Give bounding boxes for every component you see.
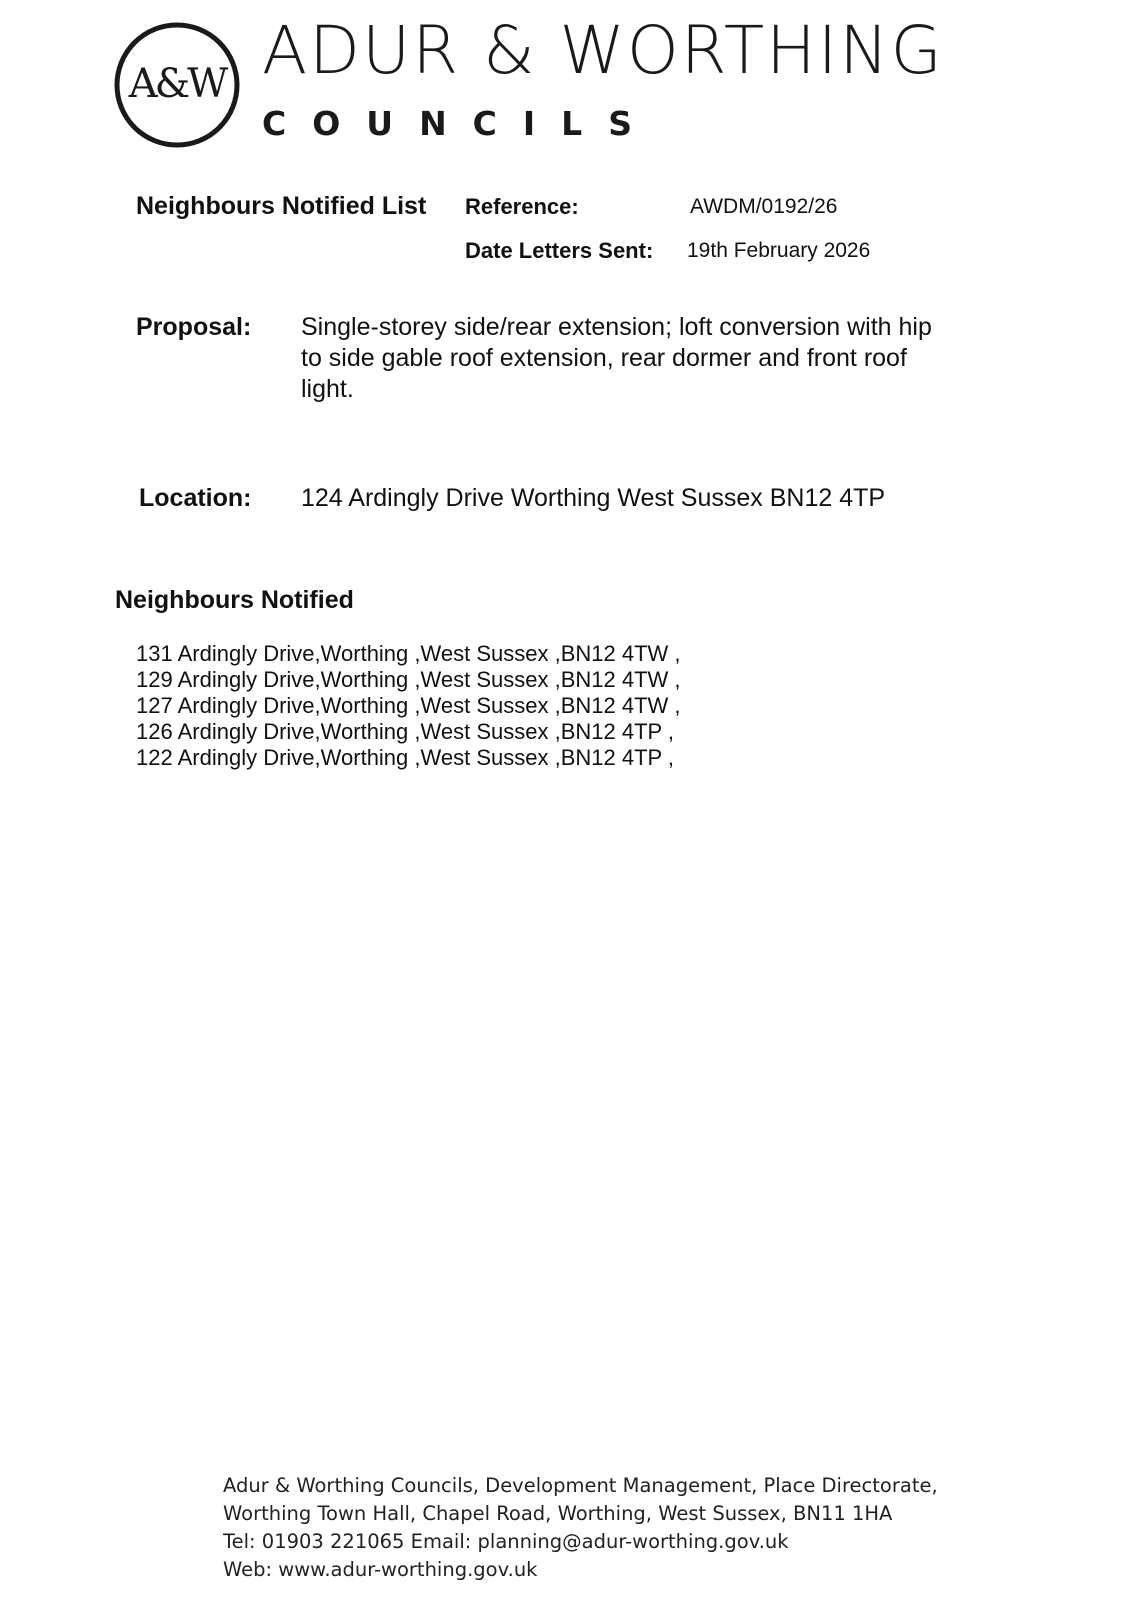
footer-address-line: Worthing Town Hall, Chapel Road, Worthing, West Sussex, BN11 1HA	[223, 1502, 893, 1525]
councils-logo-icon	[113, 21, 241, 149]
footer-web-line: Web: www.adur-worthing.gov.uk	[223, 1558, 538, 1581]
neighbour-item: 127 Ardingly Drive,Worthing ,West Sussex ,BN12 4TW ,	[136, 693, 681, 718]
document-title: Neighbours Notified List	[136, 192, 427, 220]
reference-label: Reference:	[465, 194, 579, 219]
neighbour-item: 122 Ardingly Drive,Worthing ,West Sussex ,BN12 4TP ,	[136, 745, 675, 770]
reference-value: AWDM/0192/26	[690, 195, 838, 218]
date-sent-label: Date Letters Sent:	[465, 238, 654, 263]
footer-address-line: Adur & Worthing Councils, Development Management, Place Directorate,	[223, 1474, 938, 1497]
neighbour-item: 129 Ardingly Drive,Worthing ,West Sussex ,BN12 4TW ,	[136, 667, 681, 692]
neighbour-item: 131 Ardingly Drive,Worthing ,West Sussex ,BN12 4TW ,	[136, 641, 681, 666]
proposal-label: Proposal:	[136, 313, 252, 341]
footer-contact-line: Tel: 01903 221065 Email: planning@adur-worthing.gov.uk	[223, 1530, 789, 1553]
neighbour-item: 126 Ardingly Drive,Worthing ,West Sussex ,BN12 4TP ,	[136, 719, 675, 744]
neighbours-heading: Neighbours Notified	[115, 586, 354, 614]
date-sent-value: 19th February 2026	[687, 239, 871, 262]
footer-contact	[223, 1472, 938, 1584]
proposal-text: Single-storey side/rear extension; loft conversion with hip to side gable roof extension, rear dormer and front roof light.	[301, 313, 932, 403]
location-label: Location:	[139, 484, 252, 512]
logo-monogram: A&W	[128, 61, 226, 107]
neighbours-list	[136, 641, 681, 771]
council-subtitle: COUNCILS	[262, 104, 658, 143]
council-name: ADUR & WORTHING	[262, 12, 944, 89]
location-text: 124 Ardingly Drive Worthing West Sussex BN12 4TP	[301, 484, 886, 512]
